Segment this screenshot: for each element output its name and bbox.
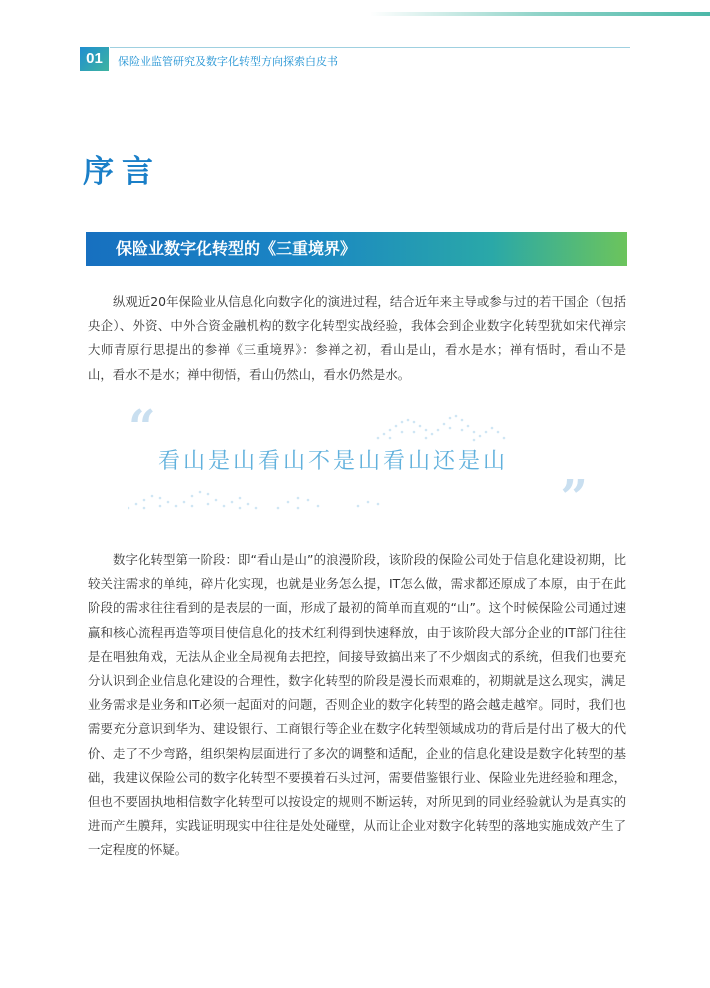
mountain-dots-bottom-decoration bbox=[128, 480, 588, 520]
top-decorative-bar bbox=[370, 12, 710, 16]
section-title: 保险业数字化转型的《三重境界》 bbox=[116, 239, 357, 258]
section-banner bbox=[86, 232, 627, 266]
mountain-dots-top-decoration bbox=[128, 408, 588, 448]
header-divider bbox=[110, 47, 630, 48]
open-quote-mark: “ bbox=[128, 400, 156, 456]
page-title: 序言 bbox=[83, 154, 161, 190]
intro-paragraph: 纵观近20年保险业从信息化向数字化的演进过程，结合近年来主导或参与过的若干国企（包括央企）、外资、中外合资金融机构的数字化转型实战经验，我体会到企业数字化转型犹如宋代禅宗大师青原行思提出的参禅《三重境界》：参禅之初，看山是山，看水是水；禅有悟时，看山不是山，看水不是水；禅中彻悟，看山仍然山，看水仍然是水。 bbox=[88, 294, 626, 382]
document-title: 保险业监管研究及数字化转型方向探索白皮书 bbox=[118, 55, 338, 68]
stage-one-paragraph: 数字化转型第一阶段：即“看山是山”的浪漫阶段，该阶段的保险公司处于信息化建设初期，比较关注需求的单纯，碎片化实现，也就是业务怎么提，IT怎么做，需求都还原成了本原，由于在此阶段的需求往往看到的是表层的一面，形成了最初的简单而直观的“山”。这个时候保险公司通过速赢和核心流程再造等项目使信息化的技术红利得到快速释放，由于该阶段大部分企业的IT部门往往是在唱独角戏，无法从企业全局视角去把控，间接导致搞出来了不少烟囱式的系统，但我们也要充分认识到企业信息化建设的合理性，数字化转型的阶段是漫长而艰难的，初期就是这么现实，满足业务需求是业务和IT必须一起面对的问题，否则企业的数字化转型的路会越走越窄。同时，我们也需要充分意识到华为、建设银行、工商银行等企业在数字化转型领域成功的背后是付出了极大的代价、走了不少弯路，组织架构层面进行了多次的调整和适配，企业的信息化建设是数字化转型的基础，我建议保险公司的数字化转型不要摸着石头过河，需要借鉴银行业、保险业先进经验和理念，但也不要固执地相信数字化转型可以按设定的规则不断运转，对所见到的同业经验就认为是真实的进而产生膜拜，实践证明现实中往往是处处碰壁，从而让企业对数字化转型的落地实施成效产生了一定程度的怀疑。 bbox=[88, 552, 626, 858]
pull-quote bbox=[128, 400, 588, 526]
close-quote-mark: ” bbox=[560, 470, 588, 526]
quote-text: 看山是山看山不是山看山还是山 bbox=[158, 449, 509, 474]
chapter-number-badge: 01 bbox=[80, 47, 109, 71]
